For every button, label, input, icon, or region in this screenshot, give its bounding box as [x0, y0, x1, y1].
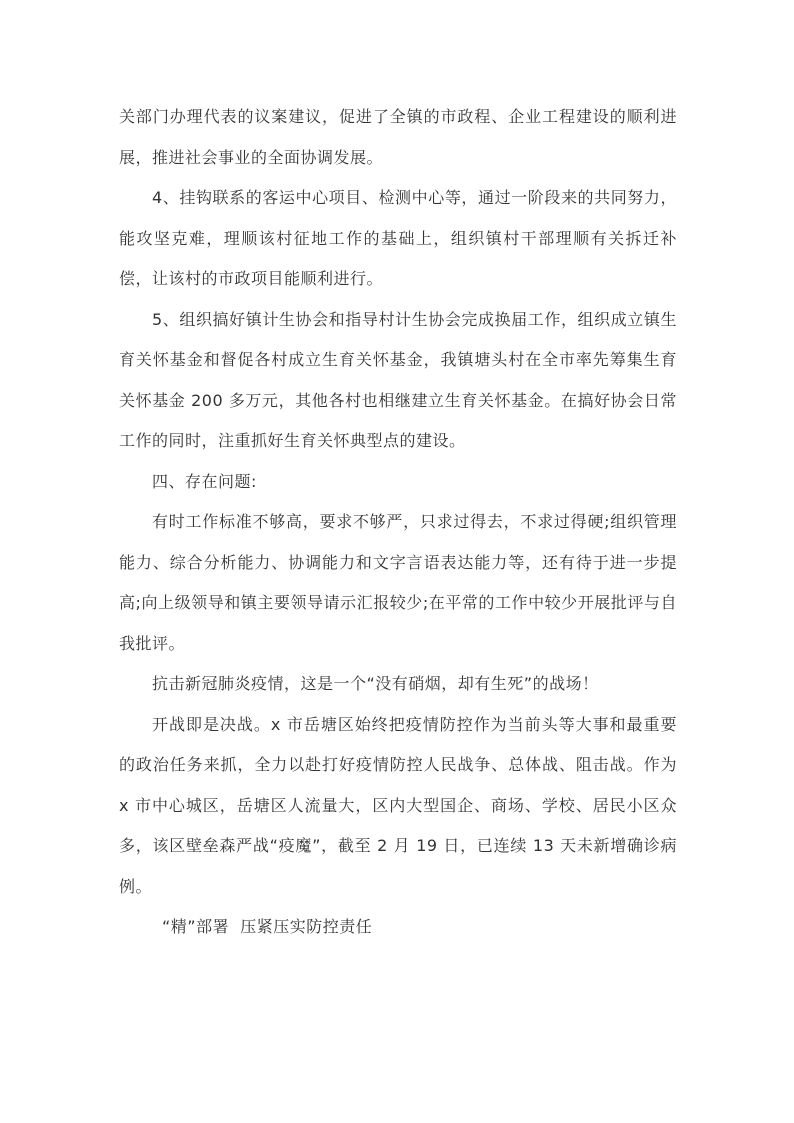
paragraph-problems: 有时工作标准不够高，要求不够严，只求过得去，不求过得硬;组织管理能力、综合分析能力、协调能力和文字言语表达能力等，还有待于进一步提高;向上级领导和镇主要领导请示汇报较少;在平常的工作中较少开展批评与自我批评。 — [119, 512, 677, 653]
paragraph-battle: 开战即是决战。x 市岳塘区始终把疫情防控作为当前头等大事和最重要的政治任务来抓，全力以赴打好疫情防控人民战争、总体战、阻击战。作为 x 市中心城区，岳塘区人流量大，区内大型国企、商场、学校、居民小区众多，该区壁垒森严战“疫魔”，截至 2 月 19 日，已连续 13 天未新增确诊病例。 — [119, 714, 677, 896]
paragraph-item-4: 4、挂钩联系的客运中心项目、检测中心等，通过一阶段来的共同努力，能攻坚克难，理顺该村征地工作的基础上，组织镇村干部理顺有关拆迁补偿，让该村的市政项目能顺利进行。 — [119, 188, 677, 288]
section-heading-problems: 四、存在问题: — [152, 471, 257, 491]
paragraph-item-5: 5、组织搞好镇计生协会和指导村计生协会完成换届工作，组织成立镇生育关怀基金和督促各村成立生育关怀基金，我镇塘头村在全市率先筹集生育关怀基金 200 多万元，其他各村也相继建立生育关怀基金。在搞好协会日常工作的同时，注重抓好生育关怀典型点的建设。 — [119, 309, 677, 450]
paragraph-continuation: 关部门办理代表的议案建议，促进了全镇的市政程、企业工程建设的顺利进展，推进社会事业的全面协调发展。 — [119, 107, 677, 167]
document-body — [119, 97, 677, 948]
paragraph-epidemic-intro: 抗击新冠肺炎疫情，这是一个“没有硝烟，却有生死”的战场！ — [152, 674, 599, 693]
subheading-deployment: “精”部署 压紧压实防控责任 — [162, 917, 373, 936]
